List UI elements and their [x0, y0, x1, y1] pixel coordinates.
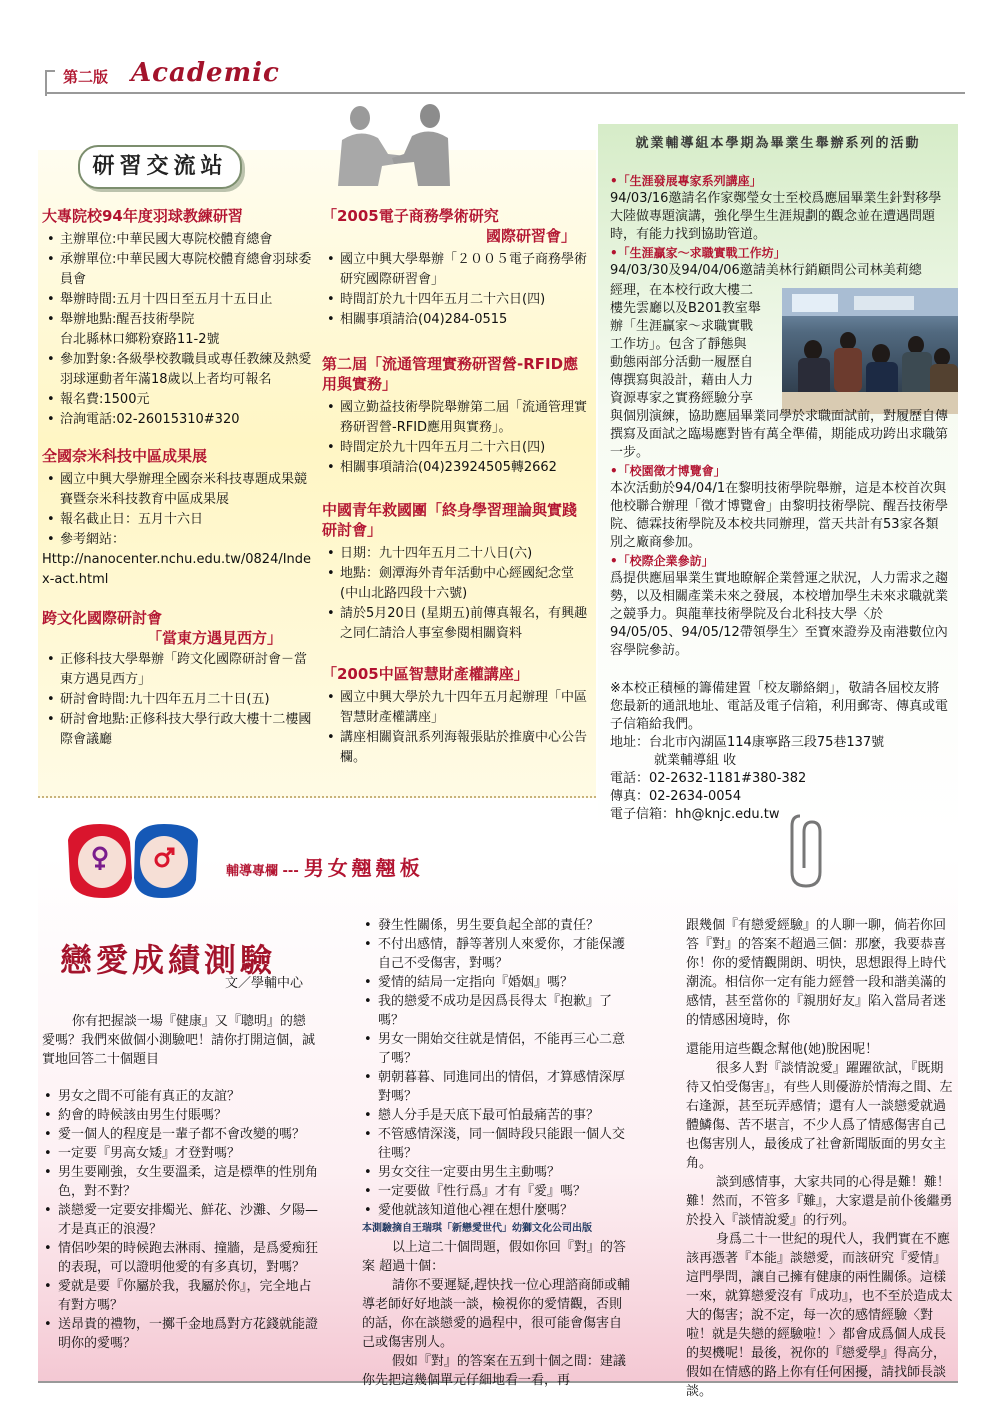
- study-col-right: [322, 206, 590, 768]
- quiz-col-2: [362, 916, 634, 1390]
- column-label: 輔導專欄 ---: [226, 864, 299, 879]
- text-line: 經理，在本校行政大樓二: [610, 283, 754, 298]
- quiz-source: 本測驗摘自王瑞琪「新戀愛世代」幼獅文化公司出版: [362, 1223, 592, 1234]
- list-item: • 談戀愛一定要安排燭光、鮮花、沙灘、夕陽—才是真正的浪漫？: [42, 1201, 318, 1239]
- list-item: • 愛就是要『你屬於我，我屬於你』，完全地占有對方嗎？: [42, 1277, 318, 1315]
- list-item: • 一定要『男高女矮』才登對嗎？: [42, 1144, 318, 1163]
- phone: 電話：02-2632-1181#380-382: [610, 771, 807, 786]
- gender-faces-logo: [60, 820, 205, 902]
- career-sub-1: •「生涯發展專家系列講座」: [610, 174, 762, 188]
- list-item: • 日期：九十四年五月二十八日(六): [322, 544, 590, 564]
- list-item: • 時間定於九十四年五月二十六日(四): [322, 438, 590, 458]
- ecommerce-title: 「2005電子商務學術研究: [322, 207, 499, 225]
- list-item: • 洽詢電話:02-26015310#320: [42, 410, 312, 430]
- list-item: • 情侶吵架的時候跑去淋雨、撞牆，是爲愛痴狂的表現，可以證明他愛的有多真切，對嗎？: [42, 1239, 318, 1277]
- ip-title: 「2005中區智慧財產權講座」: [322, 665, 529, 683]
- crosscult-title: 跨文化國際研討會: [42, 609, 163, 627]
- list-item: • 講座相關資訊系列海報張貼於推廣中心公告欄。: [322, 728, 590, 768]
- list-item: • 主辦單位:中華民國大專院校體育總會: [42, 230, 312, 250]
- list-item: • 朝朝暮暮、同進同出的情侶，才算感情深厚對嗎？: [362, 1068, 634, 1106]
- list-item: • 男生要剛強，女生要溫柔，這是標準的性別角色，對不對？: [42, 1163, 318, 1201]
- quiz-col-1: [42, 1012, 318, 1353]
- text-line: 傳撰寫與設計，藉由人力: [610, 373, 754, 388]
- youth-title: 中國青年救國團「終身學習理論與實踐研討會」: [322, 501, 578, 539]
- text-line: 樓先雲廳以及B201教室舉: [610, 301, 761, 316]
- list-item: • 國立勤益技術學院舉辦第二屆「流通管理實務研習營-RFID應用與實務」。: [322, 398, 590, 438]
- quiz-author: 文／學輔中心: [225, 976, 304, 991]
- rfid-list: [322, 398, 590, 478]
- text-line: 工作坊」。包含了靜態與: [610, 337, 747, 352]
- ecommerce-subtitle: 國際研習會」: [485, 227, 576, 245]
- career-text-2-lead: 94/03/30及94/04/06邀請美林行銷顧問公司林美莉總: [610, 263, 922, 278]
- list-item: • 舉辦時間:五月十四日至五月十五日止: [42, 290, 312, 310]
- header-rule: [45, 92, 965, 94]
- question-list-a: [42, 1087, 318, 1353]
- column-header: [226, 852, 424, 881]
- study-title-text: 研習交流站: [92, 154, 228, 179]
- quiz-title: 戀愛成績測驗: [60, 941, 277, 979]
- list-item: • 不付出感情，靜等著別人來愛你，才能保護自己不受傷害，對嗎？: [362, 935, 634, 973]
- list-item: • 舉辦地點:醒吾技術學院: [42, 310, 312, 330]
- list-item: • 男女之間不可能有真正的友誼？: [42, 1087, 318, 1106]
- handshake-figures-image: [318, 104, 468, 186]
- text-line: 辦「生涯贏家～求職實戰: [610, 319, 754, 334]
- result-advice: 請你不要遲疑,趕快找一位心理諮商師或輔導老師好好地談一談，檢視你的愛情觀，否則的話，你在談戀愛的過程中，很可能會傷害自己或傷害別人。: [362, 1278, 631, 1350]
- list-item: • 愛他就該知道他心裡在想什麼嗎？: [362, 1201, 634, 1220]
- list-item: • 研討會時間:九十四年五月二十日(五): [42, 690, 312, 710]
- list-item: • 送昂貴的禮物，一擲千金地爲對方花錢就能證明你的愛嗎？: [42, 1315, 318, 1353]
- badminton-title: 大專院校94年度羽球教練研習: [42, 207, 243, 225]
- list-item: • 國立中興大學舉辦「２００５電子商務學術研究國際研習會」: [322, 250, 590, 290]
- list-item: • 研討會地點:正修科技大學行政大樓十二樓國際會議廳: [42, 710, 312, 750]
- fax: 傳真：02-2634-0054: [610, 789, 742, 804]
- list-item: • 承辦單位:中華民國大專院校體育總會羽球委員會: [42, 250, 312, 290]
- rfid-title: 第二屆「流通管理實務研習營-RFID應用與實務」: [322, 355, 579, 393]
- career-sub-3: •「校園徵才博覽會」: [610, 464, 726, 478]
- list-item: • 報名費:1500元: [42, 390, 312, 410]
- crosscult-subtitle: 「當東方遇見西方」: [146, 629, 282, 647]
- list-item: • 參加對象:各級學校教職員或專任教練及熱愛羽球運動者年滿18歲以上者均可報名: [42, 350, 312, 390]
- career-sub-2: •「生涯贏家～求職實戰工作坊」: [610, 246, 786, 260]
- list-item: • 我的戀愛不成功是因爲長得太『抱歉』了嗎？: [362, 992, 634, 1030]
- address: 地址：台北市內湖區114康寧路三段75巷137號: [610, 735, 885, 750]
- list-item: • 愛情的結局一定指向『婚姻』嗎？: [362, 973, 634, 992]
- list-item: • 國立中興大學辦理全國奈米科技專題成果競賽暨奈米科技教育中區成果展: [42, 470, 312, 510]
- career-text-2: 與個別演練，協助應屆畢業同學於求職面試前，對履歷自傳撰寫及面試之臨場應對皆有萬全準備，期能成功跨出求職第一步。: [610, 409, 949, 460]
- list-item: • 國立中興大學於九十四年五月起辦理「中區智慧財產權講座」: [322, 688, 590, 728]
- youth-list: [322, 544, 590, 644]
- list-item: • 地點：劍潭海外青年活動中心經國紀念堂(中山北路四段十六號): [322, 564, 590, 604]
- list-item: • 參考網站：: [42, 530, 312, 550]
- list-item: • 戀人分手是天底下最可怕最痛苦的事？: [362, 1106, 634, 1125]
- list-item: • 時間訂於九十四年五月二十六日(四): [322, 290, 590, 310]
- nano-list: [42, 470, 312, 550]
- career-content-bottom: [610, 408, 950, 824]
- quiz-intro: 你有把握談一場『健康』又『聰明』的戀愛嗎？我們來做個小測驗吧！請你打開這個，誠實地回答二十個題目: [42, 1014, 316, 1067]
- section-title: Academic: [131, 58, 280, 88]
- email: 電子信箱：hh@knjc.edu.tw: [610, 807, 780, 822]
- result-closing: 還能用這些觀念幫他(她)脫困呢！: [686, 1042, 879, 1057]
- study-section-title: [78, 145, 242, 189]
- list-item: • 正修科技大學舉辦「跨文化國際研討會－當東方遇見西方」: [42, 650, 312, 690]
- essay-para-2: 談到感情事，大家共同的心得是難！難！難！然而，不管多『難』，大家還是前仆後繼勇於投入『談情說愛』的行列。: [686, 1175, 953, 1228]
- address-recipient: 就業輔導組 收: [654, 753, 737, 768]
- badminton-list: [42, 230, 312, 330]
- list-item: • 一定要做『性行爲』才有『愛』嗎？: [362, 1182, 634, 1201]
- badminton-address: 台北縣林口鄉粉寮路11-2號: [60, 332, 220, 347]
- study-col-left: [42, 206, 312, 750]
- result-under-three: 跟幾個『有戀愛經驗』的人聊一聊，倘若你回答『對』的答案不超過三個：那麼，我要恭喜你！你的愛情觀開朗、明快，思想跟得上時代潮流。相信你一定有能力經營一段和諧美滿的感情，甚至當你的『親朋好友』陷入當局者迷的情感困境時，你: [686, 918, 947, 1028]
- list-item: • 發生性關係，男生要負起全部的責任？: [362, 916, 634, 935]
- paperclip-icon: [786, 812, 826, 890]
- list-item: • 男女一開始交往就是情侶，不能再三心二意了嗎？: [362, 1030, 634, 1068]
- workshop-photo: [782, 288, 958, 414]
- alumni-notice: ※本校正積極的籌備建置「校友聯絡網」，敬請各屆校友將您最新的通訊地址、電話及電子信箱，利用郵寄、傳真或電子信箱給我們。: [610, 681, 949, 732]
- essay-para-1: 很多人對『談情說愛』躍躍欲試，『既期待又怕受傷害』，有些人則優游於情海之間、左右逢源，甚至玩弄感情；還有人一談戀愛就過體鱗傷、苦不堪言，不少人爲了情感傷害自己也傷害別人，最後成了社會新聞版面的男女主角。: [686, 1061, 953, 1171]
- ecommerce-list: [322, 250, 590, 330]
- badminton-list-2: [42, 350, 312, 430]
- list-item: • 愛一個人的程度是一輩子都不會改變的嗎？: [42, 1125, 318, 1144]
- question-list-b: [362, 916, 634, 1220]
- result-five-to-ten: 假如『對』的答案在五到十個之間：建議你先把這幾個單元仔細地看一看，再: [362, 1354, 626, 1388]
- essay-para-3: 身爲二十一世紀的現代人，我們實在不應該再憑著『本能』談戀愛，而該研究『愛情』這門學問，讓自己擁有健康的兩性關係。這樣一來，就算戀愛沒有『成功』，也不至於造成太大的傷害；說不定，每一次的感情經驗〈對啦！就是失戀的經驗啦！〉都會成爲個人成長的契機呢！最後，祝你的『戀愛學』得高分，假如在情感的路上你有任何困擾，請找師長談談。: [686, 1232, 953, 1399]
- column-name: 男女翹翹板: [303, 856, 424, 880]
- list-item: • 相關事項請洽(04)284-0515: [322, 310, 590, 330]
- nano-url: Http://nanocenter.nchu.edu.tw/0824/Index-act.html: [42, 552, 312, 587]
- list-item: • 約會的時候該由男生付賬嗎？: [42, 1106, 318, 1125]
- career-title: 就業輔導組本學期為畢業生舉辦系列的活動: [635, 136, 921, 151]
- career-text-4: 爲提供應屆畢業生實地瞭解企業營運之狀況，人力需求之趨勢，以及相關產業未來之發展，本校增加學生未來求職就業之競爭力。與龍華技術學院及台北科技大學〈於94/05/05、94/05/12帶領學生〉至寶來證券及南港數位內容學院參訪。: [610, 571, 949, 658]
- career-text-1: 94/03/16邀請名作家鄭瑩女士至校爲應屆畢業生針對移學大陸做專題演講，強化學生生涯規劃的觀念並在遭遇問題時，有能力找到協助管道。: [610, 191, 942, 242]
- career-text-3: 本次活動於94/04/1在黎明技術學院舉辦，這是本校首次與他校聯合辦理「徵才博覽會」由黎明技術學院、醒吾技術學院、德霖技術學院及本校共同辦理，當天共計有53家各類別之廠商參加。: [610, 481, 949, 550]
- text-line: 動態兩部分活動一履歷自: [610, 355, 754, 370]
- result-over-ten: 以上這二十個問題，假如你回『對』的答案 超過十個：: [362, 1240, 626, 1274]
- text-line: 資源專家之實務經驗分享: [610, 391, 754, 406]
- quiz-col-3: [686, 916, 954, 1401]
- issue-label: 第二版: [63, 68, 109, 86]
- list-item: • 報名截止日：五月十六日: [42, 510, 312, 530]
- crosscult-list: [42, 650, 312, 750]
- nano-title: 全國奈米科技中區成果展: [42, 447, 208, 465]
- career-content-top: [610, 172, 950, 280]
- career-sub-4: •「校際企業參訪」: [610, 554, 714, 568]
- page-header: [45, 58, 965, 96]
- list-item: • 相關事項請洽(04)23924505轉2662: [322, 458, 590, 478]
- career-content-wrap: [610, 282, 778, 408]
- ip-list: [322, 688, 590, 768]
- list-item: • 不管感情深淺，同一個時段只能跟一個人交往嗎？: [362, 1125, 634, 1163]
- list-item: • 男女交往一定要由男生主動嗎？: [362, 1163, 634, 1182]
- list-item: • 請於5月20日 (星期五)前傳真報名，有興趣之同仁請洽人事室參閱相關資料: [322, 604, 590, 644]
